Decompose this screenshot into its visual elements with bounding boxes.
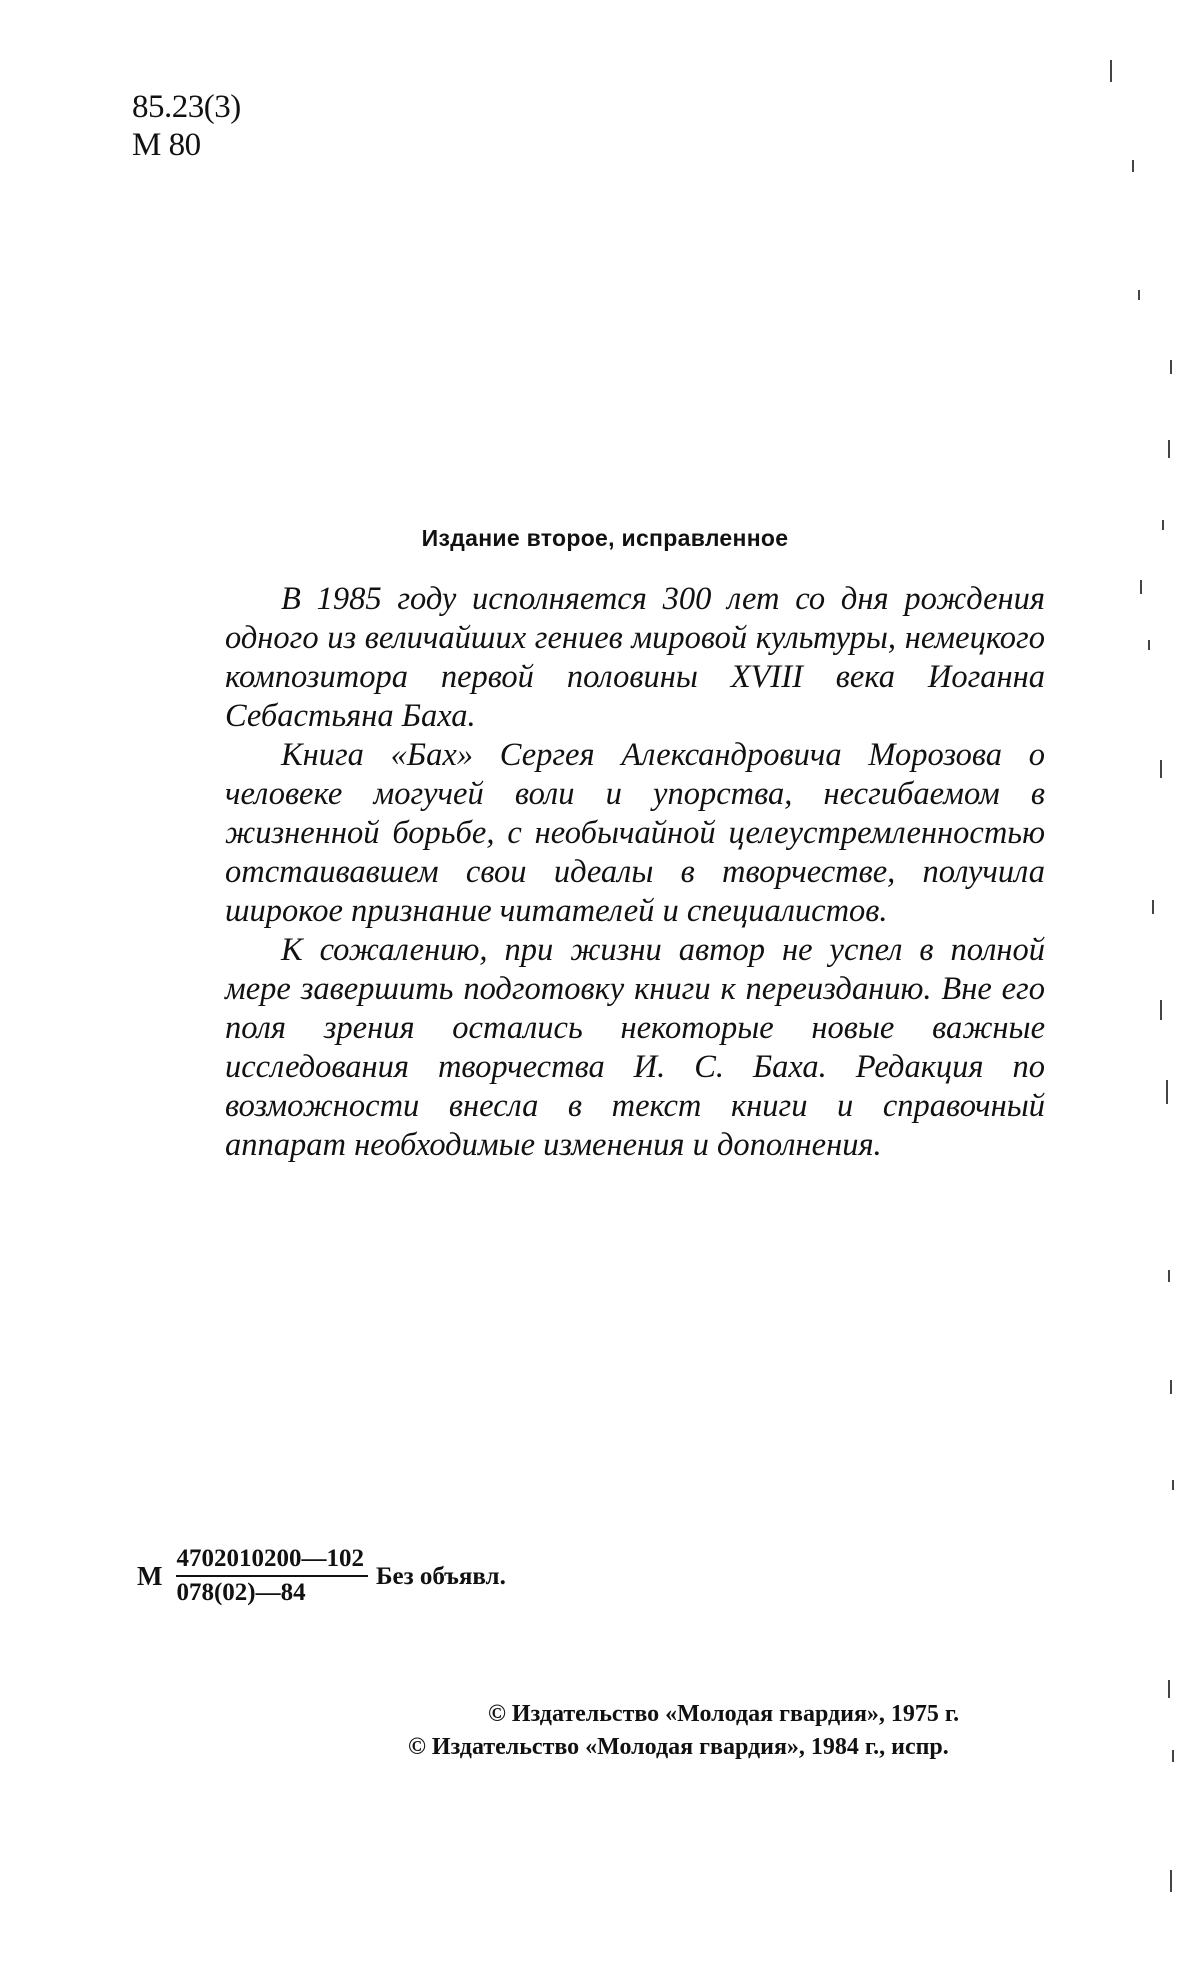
author-mark: М 80 <box>132 127 201 163</box>
scan-speck <box>1168 1270 1170 1282</box>
catalog-code <box>137 1545 506 1607</box>
scan-speck <box>1110 60 1112 82</box>
scan-speck <box>1148 640 1150 650</box>
scan-speck <box>1172 1750 1174 1762</box>
catalog-letter: М <box>137 1560 163 1591</box>
scan-speck <box>1166 1080 1168 1104</box>
scan-speck <box>1170 1380 1172 1394</box>
scan-speck <box>1172 1480 1174 1490</box>
scan-speck <box>1162 520 1164 530</box>
copyright-line-1975: © Издательство «Молодая гвардия», 1975 г. <box>488 1701 960 1727</box>
bbk-index: 85.23(3) <box>132 89 241 125</box>
catalog-fraction <box>176 1545 368 1607</box>
scan-speck <box>1152 900 1154 914</box>
book-annotation <box>225 580 1045 1165</box>
catalog-numerator: 4702010200—102 <box>176 1545 368 1577</box>
scan-speck <box>1160 1000 1162 1020</box>
scan-speck <box>1168 1680 1170 1698</box>
library-classification <box>132 88 241 164</box>
edition-note: Издание второе, исправленное <box>421 525 789 551</box>
annotation-paragraph: Книга «Бах» Сергея Александровича Морозова о человеке могучей воли и упорства, несгибаемом в жизненной борьбе, с необычайной целеустремленностью отстаивавшем свои идеалы в творчестве, получила широкое признание читателей и специалистов. <box>225 737 1045 929</box>
price-note: Без объявл. <box>375 1563 506 1590</box>
scan-speck <box>1170 360 1172 374</box>
annotation-paragraph: К сожалению, при жизни автор не успел в полной мере завершить подготовку книги к переизданию. Вне его поля зрения остались некоторые новые важные исследования творчества И. С. Баха. Редакция по возможности внесла в текст книги и справочный аппарат необходимые изменения и дополнения. <box>225 932 1045 1163</box>
scan-speck <box>1132 160 1134 172</box>
annotation-paragraph: В 1985 году исполняется 300 лет со дня рождения одного из величайших гениев мировой культуры, немецкого композитора первой половины XVIII века Иоганна Себастьяна Баха. <box>225 581 1045 734</box>
scan-speck <box>1138 290 1140 300</box>
copyright-block <box>390 1698 1130 1764</box>
scan-speck <box>1160 760 1162 778</box>
scan-speck <box>1140 580 1142 594</box>
scan-speck <box>1170 1870 1172 1892</box>
copyright-line-1984: © Издательство «Молодая гвардия», 1984 г., испр. <box>408 1734 949 1760</box>
scan-speck <box>1168 440 1170 458</box>
catalog-denominator: 078(02)—84 <box>176 1579 306 1606</box>
